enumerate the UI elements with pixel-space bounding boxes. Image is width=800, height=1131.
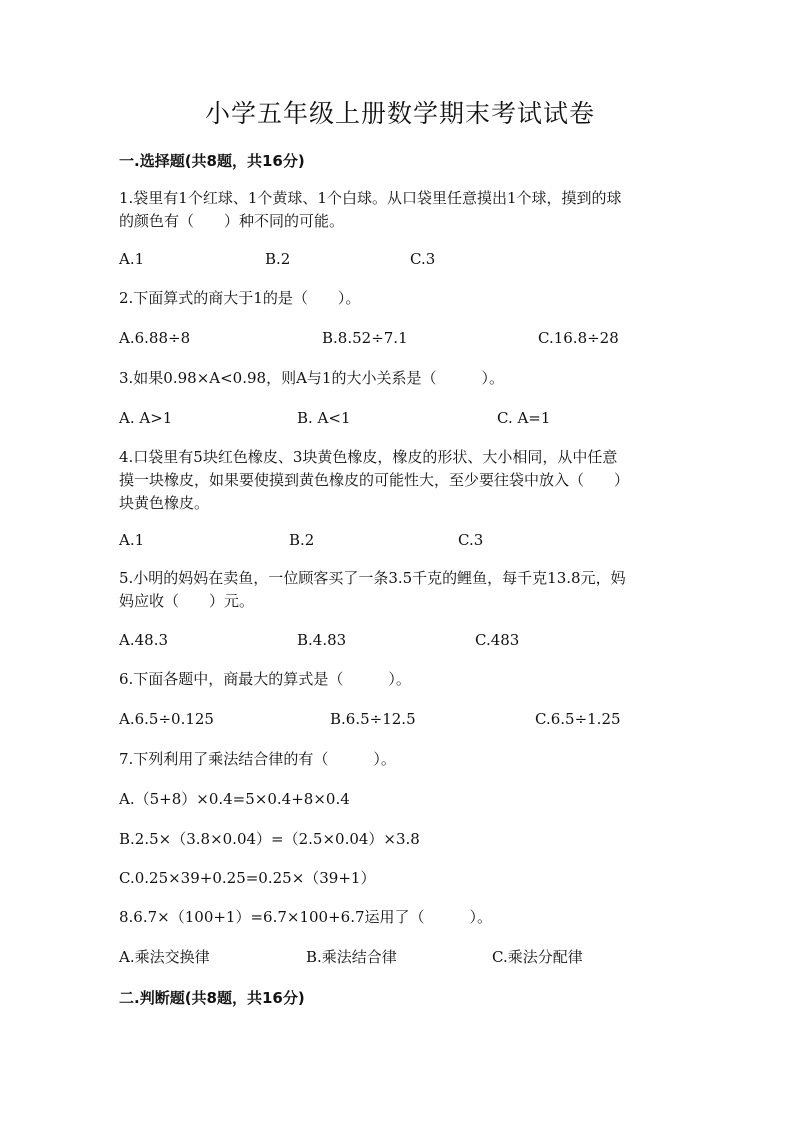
question-4-line-2: 摸一块橡皮，如果要使摸到黄色橡皮的可能性大，至少要往袋中放入（ ） [119,471,630,489]
question-5 [119,567,684,613]
question-6 [119,668,684,691]
question-8-option-c: C.乘法分配律 [492,948,583,966]
section-heading-judgment: 二.判断题(共8题，共16分) [119,989,305,1007]
question-6-option-a: A.6.5÷0.125 [119,710,214,728]
question-7 [119,748,684,771]
question-6-option-b: B.6.5÷12.5 [330,710,416,728]
question-3-option-c: C. A=1 [497,409,551,427]
question-3-line-1: 3.如果0.98×A<0.98，则A与1的大小关系是（ ）。 [119,369,504,387]
question-4 [119,446,684,515]
question-7-option-c: C.0.25×39+0.25=0.25×（39+1） [119,869,376,887]
question-8-line-1: 8.6.7×（100+1）=6.7×100+6.7运用了（ ）。 [119,908,493,926]
question-1-line-2: 的颜色有（ ）种不同的可能。 [119,212,345,230]
question-5-option-c: C.483 [475,631,520,649]
page-title: 小学五年级上册数学期末考试试卷 [204,99,595,128]
question-4-option-b: B.2 [289,531,315,549]
question-5-option-b: B.4.83 [297,631,347,649]
question-2-option-c: C.16.8÷28 [538,329,619,347]
question-2-option-a: A.6.88÷8 [119,329,191,347]
question-7-option-b: B.2.5×（3.8×0.04）=（2.5×0.04）×3.8 [119,830,420,848]
question-1-option-b: B.2 [265,250,291,268]
question-5-option-a: A.48.3 [119,631,168,649]
question-4-option-c: C.3 [458,531,484,549]
question-4-option-a: A.1 [119,531,145,549]
question-6-option-c: C.6.5÷1.25 [535,710,621,728]
question-1-option-c: C.3 [410,250,436,268]
question-3-option-b: B. A<1 [297,409,351,427]
question-3-option-a: A. A>1 [119,409,173,427]
question-3 [119,367,684,390]
section-heading-choice: 一.选择题(共8题，共16分) [119,152,305,170]
question-1 [119,187,684,233]
question-7-line-1: 7.下列利用了乘法结合律的有（ ）。 [119,750,396,768]
question-8 [119,906,684,929]
question-6-line-1: 6.下面各题中，商最大的算式是（ ）。 [119,670,411,688]
question-8-option-a: A.乘法交换律 [119,948,210,966]
question-1-line-1: 1.袋里有1个红球、1个黄球、1个白球。从口袋里任意摸出1个球，摸到的球 [119,189,622,207]
question-4-line-1: 4.口袋里有5块红色橡皮、3块黄色橡皮，橡皮的形状、大小相同，从中任意 [119,448,618,466]
question-5-line-2: 妈应收（ ）元。 [119,592,255,610]
question-2-line-1: 2.下面算式的商大于1的是（ ）。 [119,289,361,307]
question-2-option-b: B.8.52÷7.1 [322,329,408,347]
question-8-option-b: B.乘法结合律 [306,948,397,966]
question-2 [119,287,684,310]
question-7-option-a: A.（5+8）×0.4=5×0.4+8×0.4 [119,790,350,808]
question-1-option-a: A.1 [119,250,145,268]
question-4-line-3: 块黄色橡皮。 [119,494,210,512]
question-5-line-1: 5.小明的妈妈在卖鱼，一位顾客买了一条3.5千克的鲤鱼，每千克13.8元，妈 [119,569,626,587]
